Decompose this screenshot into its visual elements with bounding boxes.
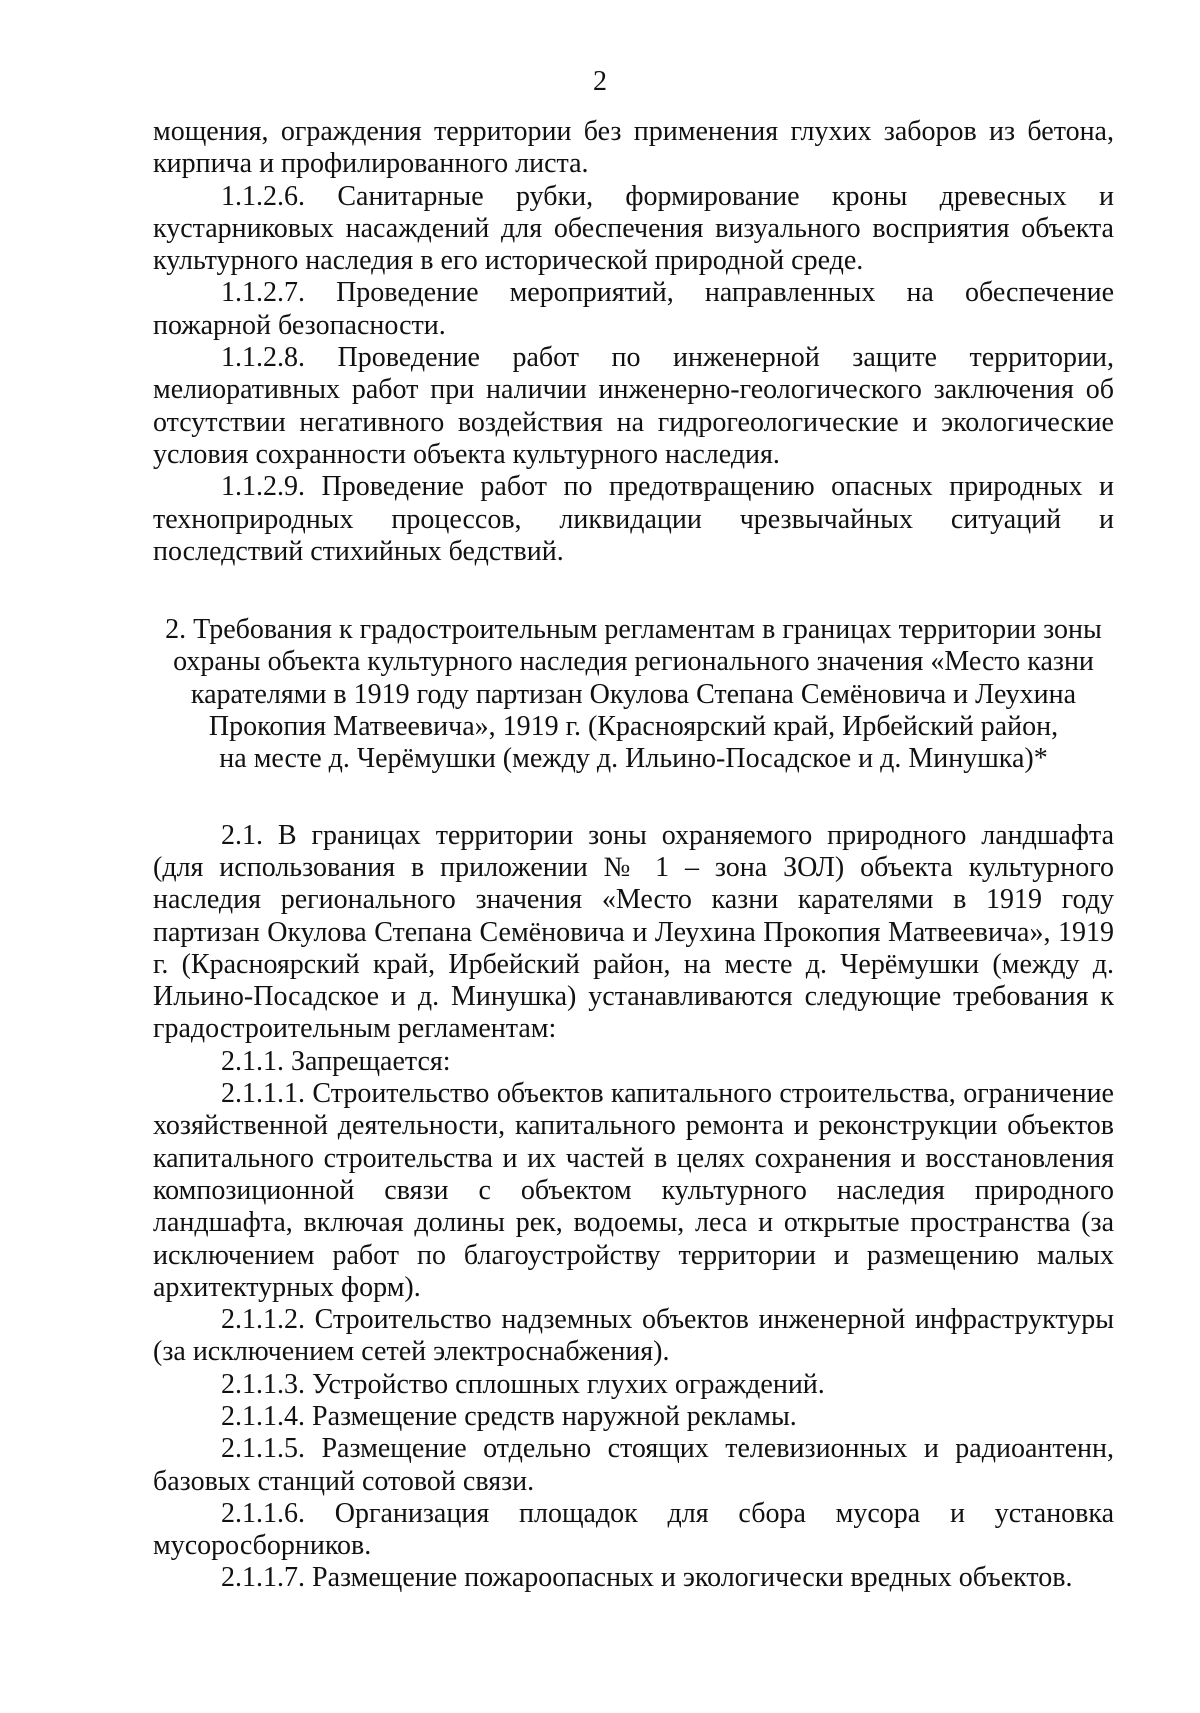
paragraph-2-1-1-7: 2.1.1.7. Размещение пожароопасных и экологически вредных объектов.	[221, 1562, 1073, 1594]
paragraph-1-1-2-6: 1.1.2.6. Санитарные рубки, формирование кроны древесных и кустарниковых насаждений для обеспечения визуального восприятия объекта культурного наследия в его исторической природной среде.	[153, 180, 1114, 277]
section-heading	[153, 614, 1114, 775]
paragraph-1-1-2-7: 1.1.2.7. Проведение мероприятий, направленных на обеспечение пожарной безопасности.	[153, 277, 1114, 341]
paragraph-2-1-1-2: 2.1.1.2. Строительство надземных объектов инженерной инфраструктуры (за исключением сетей электроснабжения).	[153, 1304, 1114, 1368]
section-heading-line: охраны объекта культурного наследия регионального значения «Место казни	[173, 646, 1094, 678]
section-heading-line: Прокопия Матвеевича», 1919 г. (Красноярский край, Ирбейский район,	[208, 711, 1059, 743]
paragraph-2-1-1-4: 2.1.1.4. Размещение средств наружной рекламы.	[221, 1400, 797, 1432]
paragraph-2-1: 2.1. В границах территории зоны охраняемого природного ландшафта (для использования в приложении № 1 – зона ЗОЛ) объекта культурного наследия регионального значения «Место казни карателями в 1919 году партизан Окулова Степана Семёновича и Леухина Прокопия Матвеевича», 1919 г. (Красноярский край, Ирбейский район, на месте д. Черёмушки (между д. Ильино-Посадское и д. Минушка) устанавливаются следующие требования к градостроительным регламентам:	[153, 819, 1114, 1045]
paragraph-1-1-2-8: 1.1.2.8. Проведение работ по инженерной защите территории, мелиоративных работ при наличии инженерно-геологического заключения об отсутствии негативного воздействия на гидрогеологические и экологические условия сохранности объекта культурного наследия.	[153, 342, 1114, 470]
section-heading-line: на месте д. Черёмушки (между д. Ильино-Посадское и д. Минушка)*	[219, 743, 1048, 775]
section-heading-line: карателями в 1919 году партизан Окулова Степана Семёновича и Леухина	[190, 678, 1077, 710]
paragraph-2-1-1-1: 2.1.1.1. Строительство объектов капитального строительства, ограничение хозяйственной деятельности, капитального ремонта и реконструкции объектов капитального строительства и их частей в целях сохранения и восстановления композиционной связи с объектом культурного наследия природного ландшафта, включая долины рек, водоемы, леса и открытые пространства (за исключением работ по благоустройству территории и размещению малых архитектурных форм).	[153, 1078, 1114, 1303]
section-heading-line: 2. Требования к градостроительным регламентам в границах территории зоны	[165, 614, 1102, 646]
paragraph-2-1-1: 2.1.1. Запрещается:	[221, 1045, 451, 1077]
paragraph-2-1-1-6: 2.1.1.6. Организация площадок для сбора мусора и установка мусоросборников.	[153, 1497, 1114, 1562]
document-body	[153, 116, 1114, 1595]
paragraph-2-1-1-5: 2.1.1.5. Размещение отдельно стоящих телевизионных и радиоантенн, базовых станций сотовой связи.	[153, 1433, 1114, 1497]
paragraph-2-1-1-3: 2.1.1.3. Устройство сплошных глухих ограждений.	[221, 1368, 825, 1400]
page-number: 2	[593, 66, 607, 97]
paragraph-continuation: мощения, ограждения территории без применения глухих заборов из бетона, кирпича и профилированного листа.	[153, 116, 1114, 180]
paragraph-1-1-2-9: 1.1.2.9. Проведение работ по предотвращению опасных природных и технoприродных процессов, ликвидации чрезвычайных ситуаций и последствий стихийных бедствий.	[153, 471, 1114, 567]
